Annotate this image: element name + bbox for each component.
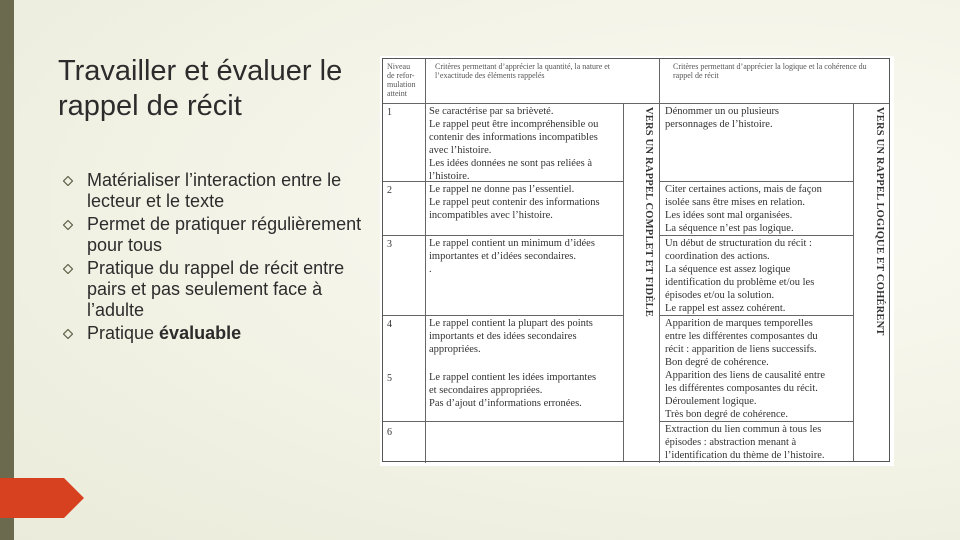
row-criteria-col2: Un début de structuration du récit : coordination des actions. La séquence est assez logique identification du problème et/ou les épisodes et/ou la solution. Le rappel est assez cohérent.	[665, 238, 815, 314]
table-row-divider	[659, 181, 853, 182]
table-row-divider	[659, 421, 853, 422]
corner-arrow-shape	[0, 478, 84, 518]
header-col1: Critères permettant d’apprécier la quantité, la nature et l’exactitude des éléments rappelés	[435, 62, 611, 80]
vertical-label-col1: VERS UN RAPPEL COMPLET ET FIDÈLE	[643, 107, 654, 317]
row-criteria-col1: Le rappel ne donne pas l’essentiel. Le rappel peut contenir des informations incompatibles avec l’histoire.	[429, 184, 600, 221]
slide-title: Travailler et évaluer le rappel de récit	[58, 55, 343, 122]
bullet-item	[63, 214, 363, 256]
row-criteria-col1: Le rappel contient les idées importantes et secondaires appropriées. Pas d’ajout d’informations erronées.	[429, 372, 597, 409]
evaluation-table	[382, 58, 890, 462]
row-criteria-col2: Apparition des liens de causalité entre les différentes composantes du récit. Déroulement logique. Très bon degré de cohérence.	[665, 370, 826, 420]
diamond-bullet-icon	[63, 329, 73, 339]
row-criteria-col1: Le rappel contient la plupart des points importants et des idées secondaires appropriées.	[429, 318, 593, 355]
table-col-divider	[425, 59, 426, 463]
bullet-item	[63, 258, 363, 321]
table-row-divider	[383, 235, 623, 236]
diamond-bullet-icon	[63, 264, 73, 274]
diamond-bullet-icon	[63, 220, 73, 230]
row-level: 5	[387, 373, 392, 384]
bullet-text: Pratique du rappel de récit entre pairs et pas seulement face à l’adulte	[87, 258, 345, 320]
bullet-text: Matérialiser l’interaction entre le lecteur et le texte	[87, 170, 342, 211]
row-level: 6	[387, 427, 392, 438]
table-row-divider	[383, 315, 623, 316]
row-criteria-col2: Apparition de marques temporelles entre les différentes composantes du récit : apparition de liens successifs. Bon degré de cohérence.	[665, 318, 818, 368]
header-level: Niveau de refor- mulation atteint	[387, 62, 416, 98]
row-criteria-col1: Se caractérise par sa brièveté. Le rappel peut être incompréhensible ou contenir des informations incompatibles avec l’histoire. Les idées données ne sont pas reliées à l’histoire.	[429, 106, 599, 182]
row-criteria-col2: Dénommer un ou plusieurs personnages de l’histoire.	[665, 106, 780, 130]
bullet-text: Permet de pratiquer régulièrement pour tous	[87, 214, 362, 255]
row-criteria-col1: Le rappel contient un minimum d’idées importantes et d’idées secondaires. .	[429, 238, 595, 275]
evaluation-table-image	[380, 56, 894, 466]
row-level: 1	[387, 107, 392, 118]
bullet-item	[63, 323, 363, 344]
table-col-divider	[853, 103, 854, 461]
vertical-label-col2: VERS UN RAPPEL LOGIQUE ET COHÉRENT	[874, 107, 885, 336]
table-col-divider	[623, 103, 624, 461]
table-row-divider	[383, 421, 623, 422]
table-row-divider	[659, 315, 853, 316]
diamond-bullet-icon	[63, 176, 73, 186]
bullet-text-bold: évaluable	[159, 323, 242, 343]
bullet-list	[63, 170, 363, 346]
row-criteria-col2: Citer certaines actions, mais de façon isolée sans être mises en relation. Les idées sont mal organisées. La séquence n’est pas logique.	[665, 184, 822, 234]
left-accent-bar	[0, 0, 14, 540]
bullet-item	[63, 170, 363, 212]
header-col2: Critères permettant d’apprécier la logique et la cohérence du rappel de récit	[673, 62, 867, 80]
bullet-text: Pratique	[87, 323, 160, 343]
row-level: 4	[387, 319, 392, 330]
row-level: 3	[387, 239, 392, 250]
table-col-divider	[659, 59, 660, 463]
table-row-divider	[383, 103, 889, 104]
table-row-divider	[659, 235, 853, 236]
row-level: 2	[387, 185, 392, 196]
row-criteria-col2: Extraction du lien commun à tous les épisodes : abstraction menant à l’identification du thème de l’histoire.	[665, 424, 825, 461]
